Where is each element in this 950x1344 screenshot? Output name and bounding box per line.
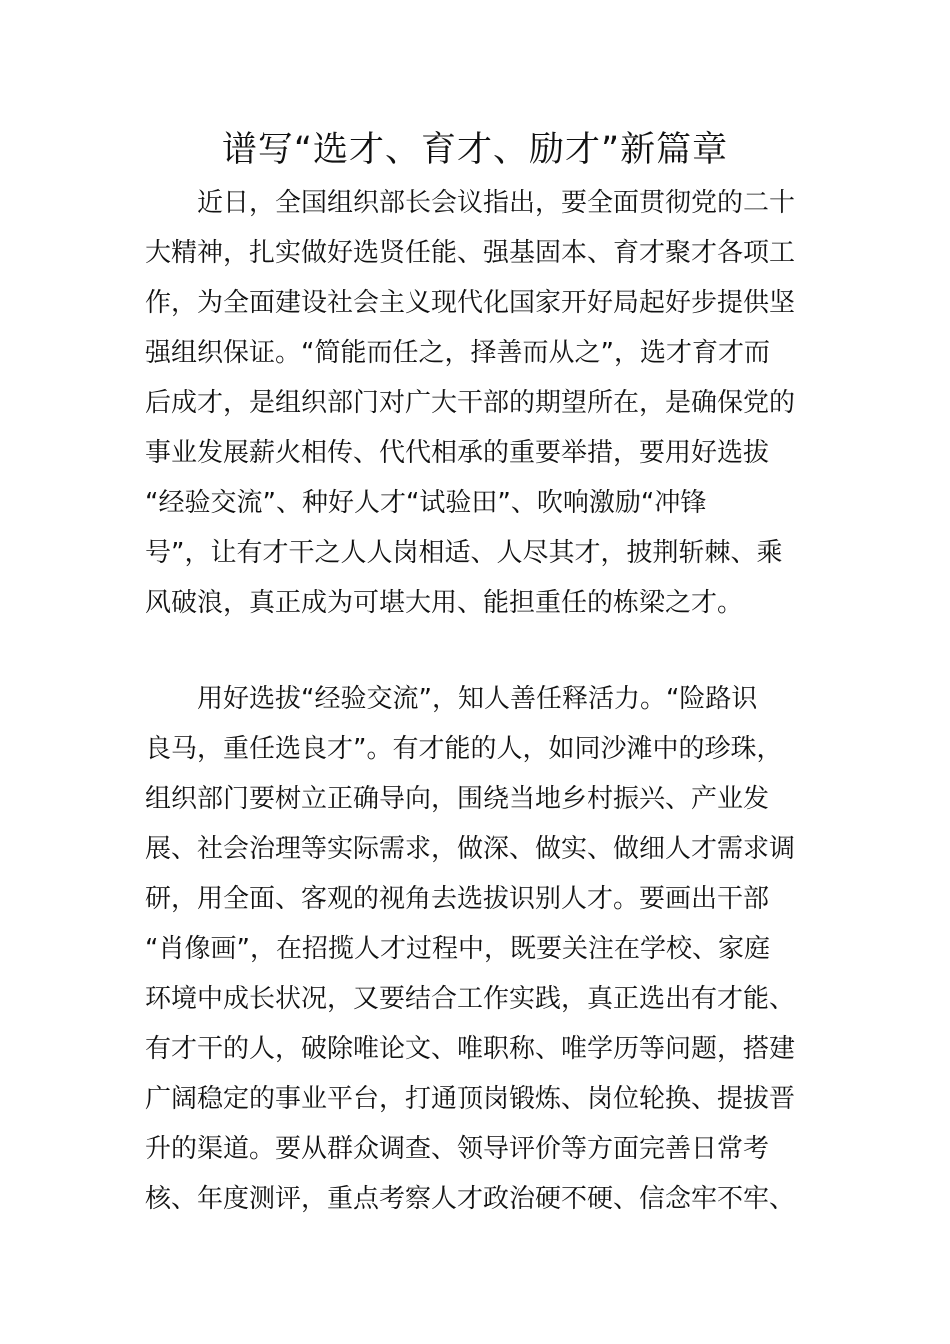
- paragraph-line: 展、社会治理等实际需求，做深、做实、做细人才需求调: [145, 834, 796, 864]
- paragraph-line: 研，用全面、客观的视角去选拔识别人才。要画出干部: [145, 884, 770, 914]
- paragraph-2: [145, 674, 825, 1224]
- paragraph-line: 后成才，是组织部门对广大干部的期望所在，是确保党的: [145, 388, 796, 418]
- paragraph-1: [145, 178, 825, 628]
- paragraph-line: 风破浪，真正成为可堪大用、能担重任的栋梁之才。: [145, 588, 744, 618]
- paragraph-line: 有才干的人，破除唯论文、唯职称、唯学历等问题，搭建: [145, 1034, 796, 1064]
- paragraph-line: 近日，全国组织部长会议指出，要全面贯彻党的二十: [197, 188, 796, 218]
- paragraph-line: 升的渠道。要从群众调查、领导评价等方面完善日常考: [145, 1134, 770, 1164]
- paragraph-line: 用好选拔“经验交流”，知人善任释活力。“险路识: [197, 684, 758, 714]
- paragraph-line: 良马，重任选良才”。有才能的人，如同沙滩中的珍珠，: [145, 734, 783, 764]
- document-title: 谱写“选才、育才、励才”新篇章: [221, 130, 729, 170]
- paragraph-line: 强组织保证。“简能而任之，择善而从之”，选才育才而: [145, 338, 770, 368]
- paragraph-line: 事业发展薪火相传、代代相承的重要举措，要用好选拔: [145, 438, 770, 468]
- paragraph-line: 大精神，扎实做好选贤任能、强基固本、育才聚才各项工: [145, 238, 796, 268]
- paragraph-line: 组织部门要树立正确导向，围绕当地乡村振兴、产业发: [145, 784, 770, 814]
- paragraph-line: “经验交流”、种好人才“试验田”、吹响激励“冲锋: [145, 488, 707, 518]
- paragraph-line: “肖像画”，在招揽人才过程中，既要关注在学校、家庭: [145, 934, 770, 964]
- paragraph-line: 号”，让有才干之人人岗相适、人尽其才，披荆斩棘、乘: [145, 538, 783, 568]
- paragraph-line: 作，为全面建设社会主义现代化国家开好局起好步提供坚: [145, 288, 796, 318]
- paragraph-line: 核、年度测评，重点考察人才政治硬不硬、信念牢不牢、: [145, 1184, 796, 1214]
- paragraph-line: 广阔稳定的事业平台，打通顶岗锻炼、岗位轮换、提拔晋: [145, 1084, 796, 1114]
- paragraph-line: 环境中成长状况，又要结合工作实践，真正选出有才能、: [145, 984, 796, 1014]
